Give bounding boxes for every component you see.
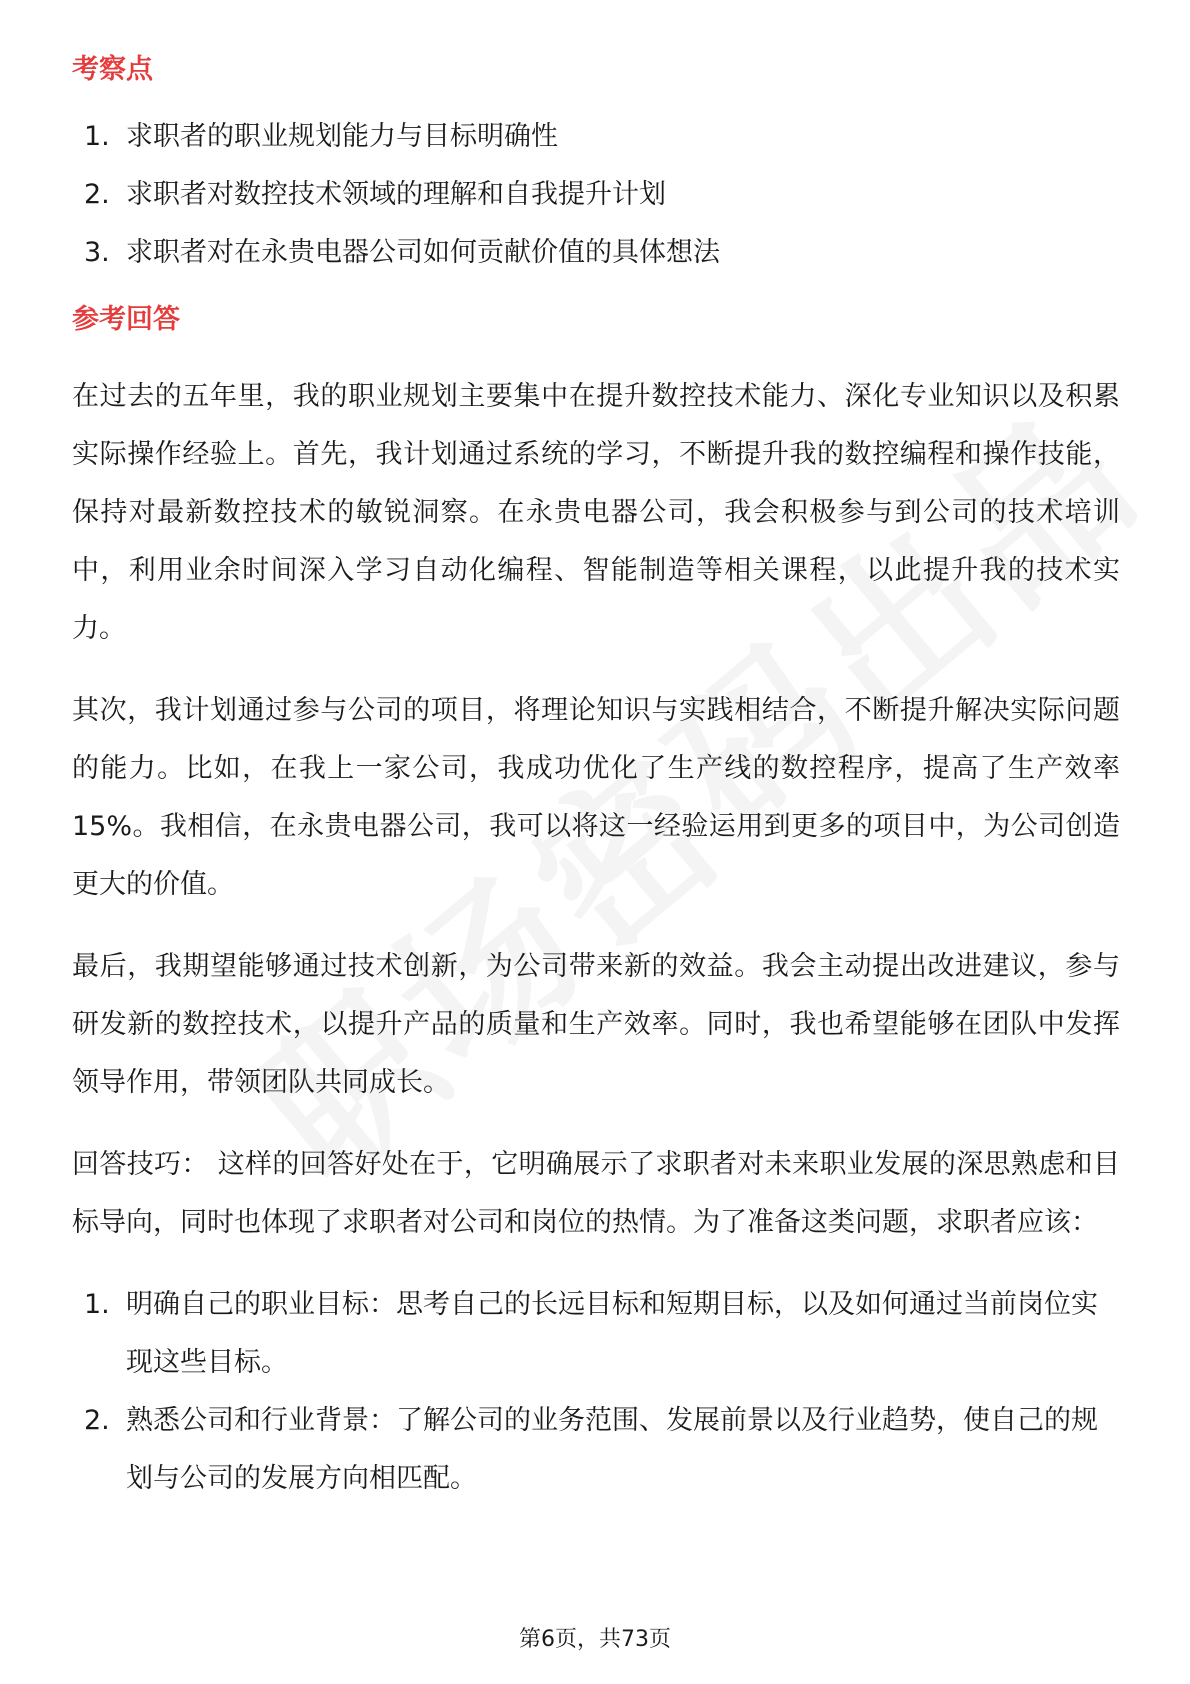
list-text: 明确自己的职业目标：思考自己的长远目标和短期目标，以及如何通过当前岗位实现这些目标。: [126, 1289, 1098, 1378]
examine-points-heading: 考察点: [72, 54, 153, 85]
reference-answer-heading: 参考回答: [72, 304, 180, 335]
list-item: [72, 224, 1120, 282]
list-item: [72, 1276, 1120, 1392]
answer-paragraph: 最后，我期望能够通过技术创新，为公司带来新的效益。我会主动提出改进建议，参与研发新的数控技术，以提升产品的质量和生产效率。同时，我也希望能够在团队中发挥领导作用，带领团队共同成长。: [72, 951, 1120, 1098]
list-item: [72, 1392, 1120, 1508]
list-text: 求职者对在永贵电器公司如何贡献价值的具体想法: [126, 237, 720, 268]
list-text: 求职者的职业规划能力与目标明确性: [126, 121, 558, 152]
list-number: 3.: [84, 237, 110, 268]
page-number: 第6页，共73页: [519, 1627, 671, 1652]
list-item: [72, 166, 1120, 224]
list-number: 1.: [84, 121, 110, 152]
answer-paragraph: 其次，我计划通过参与公司的项目，将理论知识与实践相结合，不断提升解决实际问题的能力。比如，在我上一家公司，我成功优化了生产线的数控程序，提高了生产效率15%。我相信，在永贵电器公司，我可以将这一经验运用到更多的项目中，为公司创造更大的价值。: [72, 695, 1120, 900]
answer-paragraph: 在过去的五年里，我的职业规划主要集中在提升数控技术能力、深化专业知识以及积累实际操作经验上。首先，我计划通过系统的学习，不断提升我的数控编程和操作技能，保持对最新数控技术的敏锐洞察。在永贵电器公司，我会积极参与到公司的技术培训中，利用业余时间深入学习自动化编程、智能制造等相关课程，以此提升我的技术实力。: [72, 381, 1120, 644]
list-number: 2.: [84, 179, 110, 210]
answer-tips-paragraph: 回答技巧： 这样的回答好处在于，它明确展示了求职者对未来职业发展的深思熟虑和目标导向，同时也体现了求职者对公司和岗位的热情。为了准备这类问题，求职者应该：: [72, 1149, 1120, 1238]
list-number: 1.: [84, 1289, 110, 1320]
answer-tips-list: [72, 1276, 1120, 1508]
list-text: 熟悉公司和行业背景：了解公司的业务范围、发展前景以及行业趋势，使自己的规划与公司的发展方向相匹配。: [126, 1405, 1098, 1494]
document-body: [72, 46, 1120, 1508]
list-number: 2.: [84, 1405, 110, 1436]
examine-points-list: [72, 108, 1120, 282]
list-item: [72, 108, 1120, 166]
list-text: 求职者对数控技术领域的理解和自我提升计划: [126, 179, 666, 210]
